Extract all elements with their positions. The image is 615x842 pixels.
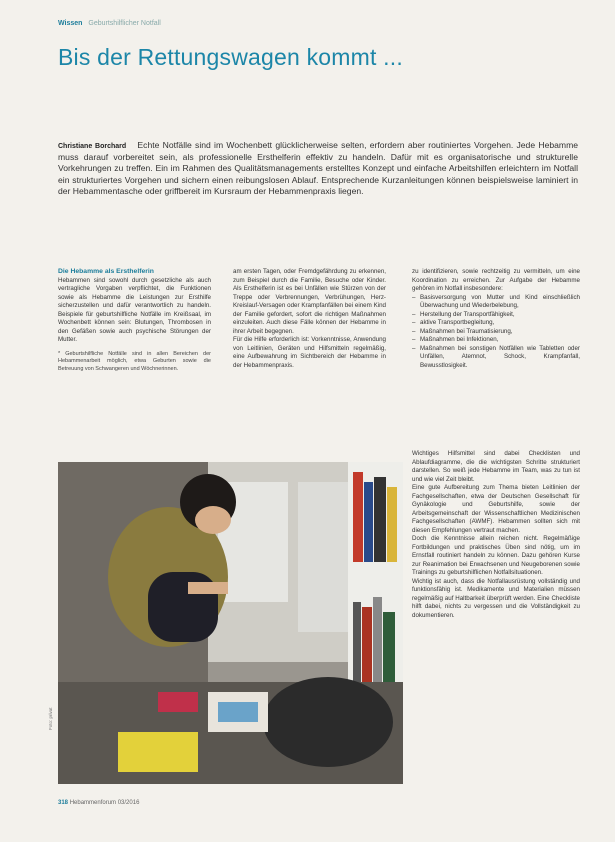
intro-paragraph <box>58 140 578 197</box>
page-number: 318 <box>58 800 69 806</box>
journal-name: Hebammenforum <box>69 800 117 806</box>
page-title: Bis der Rettungswagen kommt ... <box>58 44 403 70</box>
list-item: – Basisversorgung von Mutter und Kind einschließlich Überwachung und Wiederbelebung, <box>420 294 580 311</box>
list-item: – Herstellung der Transportfähigkeit, <box>420 311 580 320</box>
list-item: – Maßnahmen bei Traumatisierung, <box>420 328 580 337</box>
intro-text: Echte Notfälle sind im Wochenbett glücklicherweise selten, erfordern aber routiniertes Vorgehen. Jede Hebamme muss darauf vorbereitet sein, als professionelle Ersthelferin effektiv zu handeln. Dafür mit es organisatorische und strukturelle Vorkehrungen zu treffen. Ein im Rahmen des Qualitätsmanagements erstelltes Konzept und einfache Arbeitshilfen erleichtern im Notfall ein strukturiertes Vorgehen und sichern einen reibungslosen Ablauf. Entsprechende Kurzanleitungen können beispielsweise laminiert in der Hebammentasche oder griffbereit im Kursraum der Hebammenpraxis liegen. <box>58 140 579 196</box>
column-2-text: am ersten Tagen, oder Fremdgefährdung zu erkennen, zum Beispiel durch die Familie, Besuche oder Kinder. Als Ersthelferin ist es bei Unfällen wie Stürzen von der Treppe oder Verbrennungen, Verbrühungen, Herz-Kreislauf-Versagen oder Krampfanfällen bei einem Kind der Familie gefordert, sofort die richtigen Maßnahmen einzuleiten. Auch diese Fälle können der Hebamme in ihrer Arbeit begegnen. Für die Hilfe erforderlich ist: Vorkenntnisse, Anwendung von Leitlinien, Geräten und Hilfsmitteln regelmäßig, eine Aufbewahrung im Sichtbereich der Hebamme in der Hebammenpraxis. <box>233 268 386 369</box>
column-1 <box>58 268 211 373</box>
task-list <box>412 294 580 371</box>
page-footer <box>58 800 139 806</box>
author-name: Christiane Borchard <box>58 143 127 150</box>
list-item: – Maßnahmen bei Infektionen, <box>420 336 580 345</box>
section-label: Wissen <box>58 20 83 27</box>
column-3-continued: Wichtiges Hilfsmittel sind dabei Checklisten und Ablaufdiagramme, die die wichtigsten Schritte strukturiert darstellen. So weiß jede Hebamme im Team, was zu tun ist und wie viel Zeit bleibt. Eine gute Aufbereitung zum Thema bieten Leitlinien der Fachgesellschaften, etwa der Deutschen Gesellschaft für Gynäkologie und Geburtshilfe, sowie der Arbeitsgemeinschaft der Wissenschaftlichen Medizinischen Fachgesellschaften (AWMF). Hebammen sollten sich mit diesen Empfehlungen vertraut machen. Doch die Kenntnisse allein reichen nicht. Regelmäßige Fortbildungen und praktisches Üben sind nötig, um im Ernstfall routiniert handeln zu können. Dazu gehören Kurse zur Reanimation bei Erwachsenen und Neugeborenen sowie Trainings zu geburtshilflichen Notfallsituationen. Wichtig ist auch, dass die Notfallausrüstung vollständig und funktionsfähig ist. Medikamente und Materialien müssen regelmäßig auf Haltbarkeit überprüft werden. Eine Checkliste hilft dabei, nichts zu vergessen und die Vollständigkeit zu dokumentieren. <box>412 450 580 619</box>
column-1-text: Hebammen sind sowohl durch gesetzliche als auch vertragliche Vorgaben verpflichtet, die Funktionen sowie als Hebamme die Leistungen zur Ersthilfe sicherzustellen und dafür verantwortlich zu handeln. Beispiele für geburtshilfliche Notfälle im Kreißsaal, im Wochenbett können sein: Blutungen, Thrombosen in den Gefäßen sowie auch psychische Störungen der Mutter. <box>58 276 211 343</box>
article-photo <box>58 462 403 784</box>
section-heading: Die Hebamme als Ersthelferin <box>58 268 154 275</box>
list-item: – aktive Transportbegleitung, <box>420 319 580 328</box>
midwife-photo <box>58 462 403 784</box>
footnote: * Geburtshilfliche Notfälle sind in allen Bereichen der Hebammenarbeit möglich, etwa Geburten sowie die Betreuung von Schwangeren und Wöchnerinnen. <box>58 350 211 372</box>
column-3 <box>412 268 580 370</box>
list-item: – Maßnahmen bei sonstigen Notfällen wie Tabletten oder Unfällen, Atemnot, Schock, Krampfanfall, Bewusstlosigkeit. <box>420 345 580 371</box>
running-header <box>58 20 161 27</box>
section-subtitle: Geburtshilflicher Notfall <box>88 20 161 27</box>
issue-number: 03/2016 <box>117 800 140 806</box>
photo-credit: Foto: privat <box>48 707 53 730</box>
column-2 <box>233 268 386 370</box>
column-3-text: zu identifizieren, sowie rechtzeitig zu vermitteln, um eine Koordination zu erreichen. Zur Aufgabe der Hebamme gehören im Notfall insbesondere: <box>412 268 580 292</box>
